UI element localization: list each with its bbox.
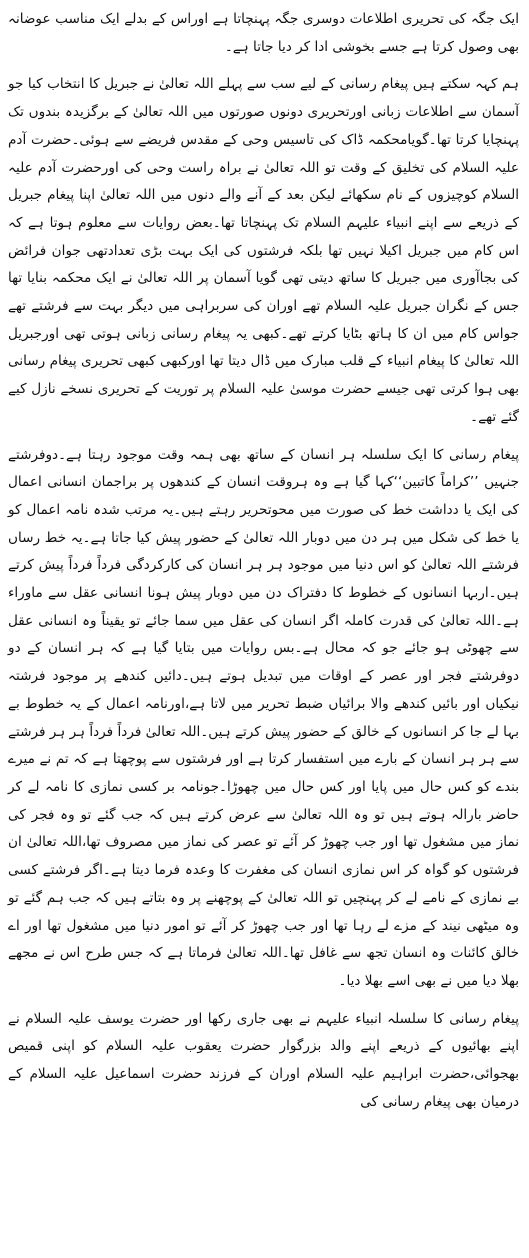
paragraph-2: ہم کہہ سکتے ہیں پیغام رسانی کے لیے سب سے پہلے اللہ تعالیٰ نے جبریل کا انتخاب کیا جو آسمان سے اطلاعات زبانی اورتحریری دونوں صورتوں میں اللہ تعالیٰ کے برگزیدہ بندوں تک پہنچایا کرتا تھا۔گویامحکمہ ڈاک کی تاسیس وحی کے مقدس فریضے سے ہوئی۔حضرت آدم علیہ السلام کی تخلیق کے وقت تو اللہ تعالیٰ نے براہ راست وحی کی اورحضرت آدم علیہ السلام کوچیزوں کے نام سکھائے لیکن بعد کے آنے والے دنوں میں اللہ تعالیٰ اپنا پیغام جبریل کے ذریعے سے اپنے انبیاء علیہم السلام تک پہنچاتا تھا۔بعض روایات سے معلوم ہوتا ہے کہ اس کام میں جبریل اکیلا نہیں تھا بلکہ فرشتوں کی ایک بہت بڑی تعدادتھی جوان فرائض کی بجاآوری میں جبریل کا ساتھ دیتی تھی گویا آسمان پر اللہ تعالیٰ نے ایک محکمہ بنایا تھا جس کے نگران جبریل علیہ السلام تھے اوران کی سربراہی میں دیگر بہت سے فرشتے تھے جواس کام میں ان کا ہاتھ بٹایا کرتے تھے۔کبھی یہ پیغام رسانی زبانی ہوتی تھی اورجبریل اللہ تعالیٰ کا پیغام انبیاء کے قلب مبارک میں ڈال دیتا تھا اورکبھی کبھی تحریری پیغام رسانی بھی ہوا کرتی تھی جیسے حضرت موسیٰ علیہ السلام پر توریت کے تحریری نسخے نازل کیے گئے تھے۔	[8, 76, 519, 425]
paragraph-3: پیغام رسانی کا ایک سلسلہ ہر انسان کے ساتھ بھی ہمہ وقت موجود رہتا ہے۔دوفرشتے جنہیں ’’کراماً کاتبین‘‘کہا گیا ہے وہ ہروقت انسان کے کندھوں پر براجمان انسانی اعمال کی ایک یا دداشت خط کی صورت میں محوتحریر رہتے ہیں۔یہ مرتب شدہ نامہ اعمال کو یا خط کی شکل میں ہر دن میں دوبار اللہ تعالیٰ کے حضور پیش کیا جاتا ہے۔یہ خط رساں فرشتے اللہ تعالیٰ کو اس دنیا میں موجود ہر ہر انسان کی کارکردگی فرداً فرداً پیش کرتے ہیں۔اربہا انسانوں کے خطوط کا دفتراک دن میں دوبار پیش ہونا انسانی عقل سے ماوراء ہے۔اللہ تعالیٰ کی قدرت کاملہ اگر انسان کی عقل میں سما جائے تو یقیناً وہ انسانی عقل سے چھوٹی ہو جائے جو کہ محال ہے۔بس روایات میں بتایا گیا ہے کہ ہر انسان کے دو دوفرشتے فجر اور عصر کے اوقات میں تبدیل ہوتے ہیں۔دائیں کندھے پر موجود فرشتہ نیکیاں اور بائیں کندھے والا برائیاں ضبط تحریر میں لاتا ہے،اورنامہ اعمال کے یہ خطوط بے بہا لے جا کر انسانوں کے خالق کے حضور پیش کرتے ہیں۔اللہ تعالیٰ فرداً فرداً ہر ہر فرشتے سے ہر ہر انسان کے بارے میں استفسار کرتا ہے اور فرشتوں سے پوچھتا ہے کہ تم نے میرے بندے کو کس حال میں پایا اور کس حال میں چھوڑا۔جونامہ بر کسی نمازی کا نامہ لے کر حاضر بارالہ ہوتے ہیں تو وہ اللہ تعالیٰ سے عرض کرتے ہیں کہ جب گئے تو وہ فجر کی نماز میں مشغول تھا اور جب چھوڑ کر آئے تو عصر کی نماز میں مصروف تھا،اللہ تعالیٰ ان فرشتوں کو گواہ کر اس نمازی انسان کی مغفرت کا وعدہ فرما دیتا ہے۔اگر فرشتے کسی بے نمازی کے نامے لے کر پہنچیں تو اللہ تعالیٰ کے پوچھنے پر وہ بتاتے ہیں کہ جب ہم گئے تو وہ میٹھی نیند کے مزے لے رہا تھا اور جب چھوڑ کر آئے تو امور دنیا میں مشغول تھا اور اے خالق کائنات وہ انسان تجھ سے غافل تھا۔اللہ تعالیٰ فرماتا ہے کہ جس طرح اس نے مجھے بھلا دیا میں نے بھی اسے بھلا دیا۔	[8, 446, 519, 989]
paragraph-4: پیغام رسانی کا سلسلہ انبیاء علیہم نے بھی جاری رکھا اور حضرت یوسف علیہ السلام نے اپنے بھائیوں کے ذریعے اپنے والد بزرگوار حضرت یعقوب علیہ السلام کو اپنی قمیص بھجوائی،حضرت ابراہیم علیہ السلام اوران کے فرزند حضرت اسماعیل علیہ السلام کے درمیان بھی پیغام رسانی کی	[8, 1010, 519, 1110]
paragraph-1: ایک جگہ کی تحریری اطلاعات دوسری جگہ پہنچاتا ہے اوراس کے بدلے ایک مناسب عوضانہ بھی وصول کرتا ہے جسے بخوشی ادا کر دیا جاتا ہے۔	[8, 11, 519, 55]
